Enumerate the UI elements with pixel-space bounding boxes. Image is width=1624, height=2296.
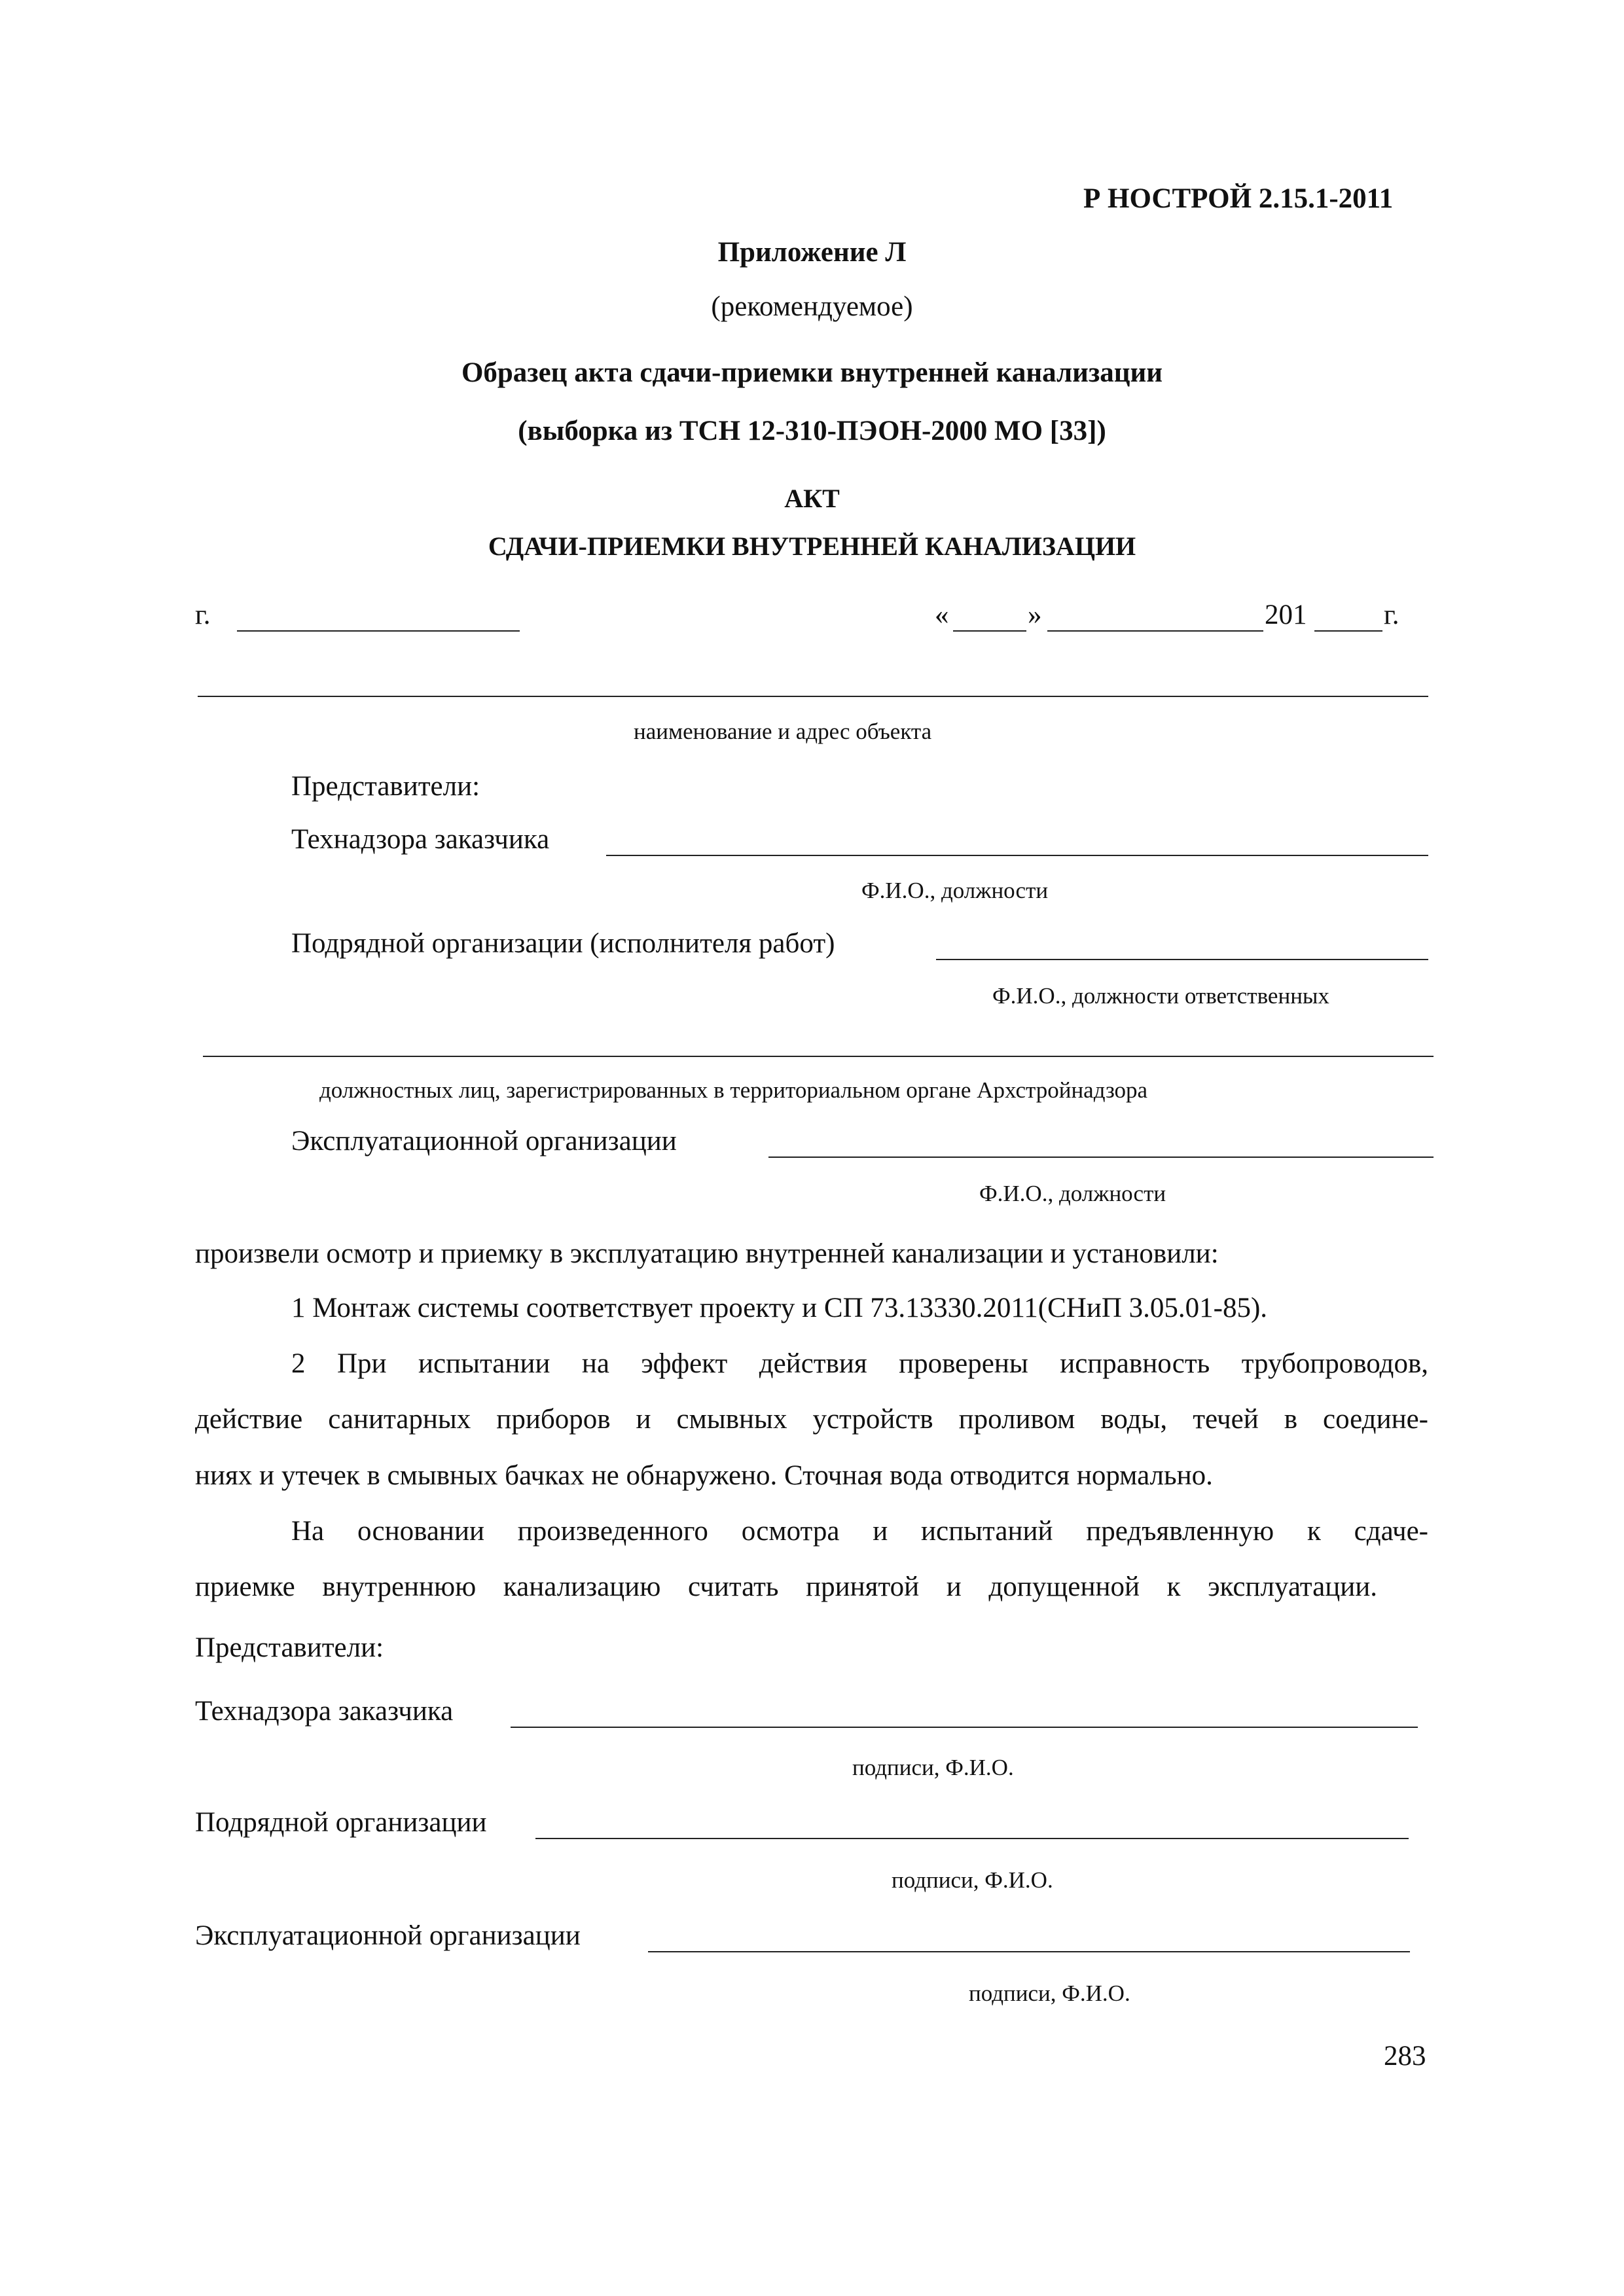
- caption-fio-responsible: Ф.И.О., должности ответственных: [992, 983, 1329, 1009]
- appendix-name-line1: Образец акта сдачи-приемки внутренней канализации: [461, 357, 1163, 388]
- signature-operator-blank: [648, 1951, 1410, 1952]
- caption-fio-positions-2: Ф.И.О., должности: [979, 1181, 1166, 1206]
- document-code: Р НОСТРОЙ 2.15.1-2011: [1083, 183, 1394, 214]
- city-prefix: г.: [195, 600, 211, 630]
- contractor-blank: [936, 959, 1428, 960]
- date-close-quote: »: [1028, 600, 1042, 630]
- signature-customer-label: Технадзора заказчика: [195, 1696, 454, 1727]
- appendix-name-line2: (выборка из ТСН 12-310-ПЭОН-2000 МО [33]): [518, 416, 1106, 446]
- representatives-heading: Представители:: [291, 771, 480, 802]
- body-intro: произвели осмотр и приемку в эксплуатацию внутренней канализации и установили:: [195, 1238, 1219, 1269]
- date-open-quote: «: [935, 600, 949, 630]
- appendix-status: (рекомендуемое): [711, 291, 913, 322]
- body-item2-line2: действие санитарных приборов и смывных устройств проливом воды, течей в соедине-: [195, 1404, 1428, 1435]
- city-blank: [237, 630, 520, 632]
- body-conclusion-line1: На основании произведенного осмотра и испытаний предъявленную к сдаче-: [291, 1516, 1428, 1547]
- page-number: 283: [1384, 2041, 1426, 2072]
- act-subtitle: СДАЧИ-ПРИЕМКИ ВНУТРЕННЕЙ КАНАЛИЗАЦИИ: [488, 531, 1136, 561]
- signature-customer-blank: [511, 1727, 1418, 1728]
- caption-officials-registered: должностных лиц, зарегистрированных в территориальном органе Архстройнадзора: [319, 1077, 1148, 1103]
- month-blank: [1047, 630, 1263, 632]
- year-prefix: 201: [1265, 600, 1307, 630]
- caption-fio-positions: Ф.И.О., должности: [861, 878, 1049, 903]
- caption-signatures-2: подписи, Ф.И.О.: [892, 1867, 1053, 1893]
- day-blank: [953, 630, 1026, 632]
- signatures-heading: Представители:: [195, 1632, 384, 1663]
- customer-blank: [606, 855, 1428, 856]
- body-item2-line1: 2 При испытании на эффект действия проверены исправность трубопроводов,: [291, 1348, 1428, 1379]
- caption-signatures-1: подписи, Ф.И.О.: [852, 1755, 1014, 1780]
- appendix-title: Приложение Л: [717, 237, 907, 268]
- caption-signatures-3: подписи, Ф.И.О.: [969, 1981, 1130, 2006]
- body-conclusion-line2: приемке внутреннюю канализацию считать принятой и допущенной к эксплуатации.: [195, 1571, 1377, 1602]
- responsible-officials-blank: [203, 1056, 1434, 1057]
- caption-object: наименование и адрес объекта: [634, 719, 932, 744]
- operator-label: Эксплуатационной организации: [291, 1126, 677, 1157]
- year-blank: [1314, 630, 1382, 632]
- signature-contractor-blank: [535, 1838, 1409, 1839]
- signature-operator-label: Эксплуатационной организации: [195, 1920, 581, 1951]
- body-item2-line3: ниях и утечек в смывных бачках не обнаружено. Сточная вода отводится нормально.: [195, 1460, 1213, 1491]
- signature-contractor-label: Подрядной организации: [195, 1807, 487, 1838]
- year-suffix: г.: [1384, 600, 1399, 630]
- act-title: АКТ: [784, 484, 840, 513]
- contractor-label: Подрядной организации (исполнителя работ): [291, 928, 835, 959]
- operator-blank: [768, 1157, 1434, 1158]
- object-blank: [198, 696, 1428, 697]
- body-item1: 1 Монтаж системы соответствует проекту и СП 73.13330.2011(СНиП 3.05.01-85).: [291, 1293, 1268, 1323]
- customer-label: Технадзора заказчика: [291, 824, 550, 855]
